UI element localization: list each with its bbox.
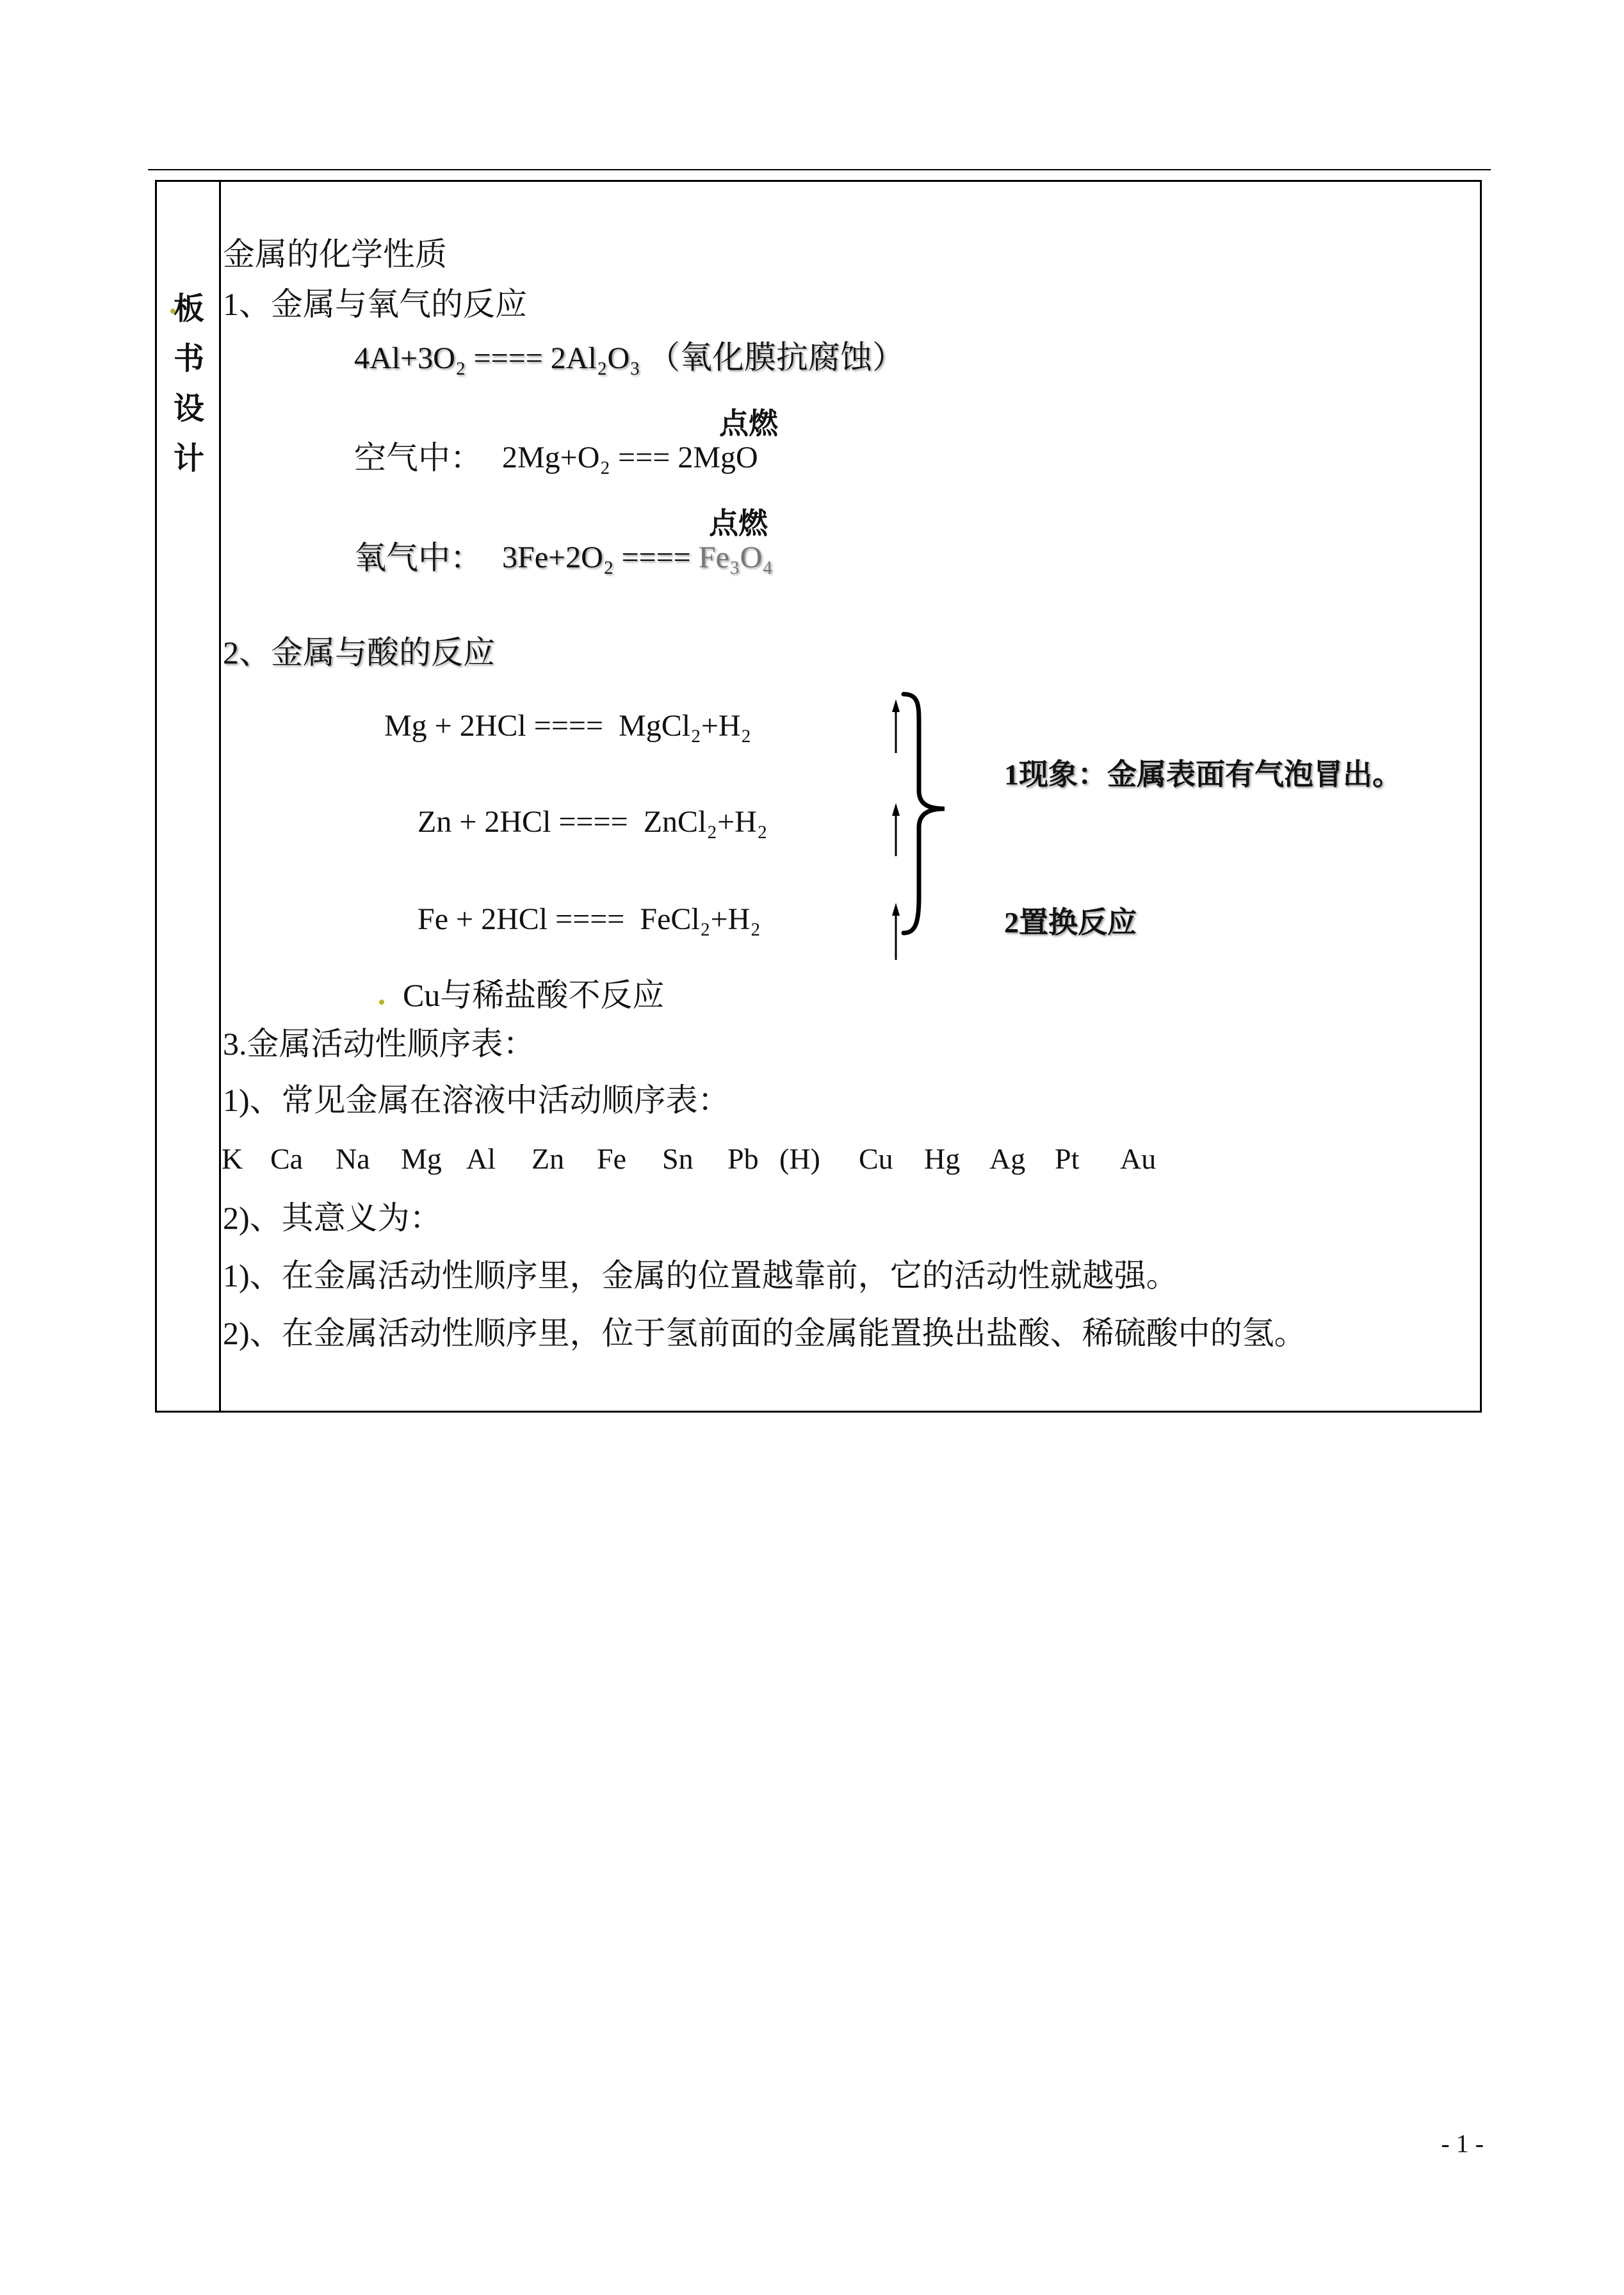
side-label-char: 书 (173, 342, 204, 376)
observation-note: 1现象：金属表面有气泡冒出。 (1004, 758, 1402, 791)
gas-up-arrow-2 (892, 803, 900, 856)
meaning-item: 2)、在金属活动性顺序里，位于氢前面的金属能置换出盐酸、稀硫酸中的氢。 (223, 1315, 1306, 1351)
section1-heading: 1、金属与氧气的反应 (223, 286, 527, 322)
gas-up-arrow-1 (892, 699, 900, 753)
side-label (170, 284, 208, 484)
equation-fe-oxygen (502, 540, 773, 576)
column-divider (219, 180, 221, 1413)
metal-item: Al (466, 1142, 496, 1175)
metal-item: Pt (1055, 1142, 1080, 1175)
marker-dot (379, 1000, 384, 1005)
gas-up-arrow-3 (892, 903, 900, 960)
page-number: - 1 - (1441, 2129, 1484, 2158)
equation-prefix: 空气中： (354, 440, 482, 476)
equation-mg-acid: Mg + 2HCl ==== MgCl₂+H₂ (384, 709, 752, 743)
equation-note: （氧化膜抗腐蚀） (647, 339, 904, 375)
metal-item: Zn (532, 1142, 565, 1175)
metal-item: Ca (270, 1142, 304, 1175)
curly-brace (904, 694, 945, 933)
equation-prefix: 氧气中： (354, 540, 482, 576)
metal-item: (H) (779, 1142, 820, 1175)
metal-item: Pb (727, 1142, 759, 1175)
metal-item: Au (1120, 1142, 1157, 1175)
activity-series-heading: 1)、常见金属在溶液中活动顺序表： (223, 1082, 730, 1118)
meaning-heading: 2)、其意义为： (223, 1200, 442, 1236)
equation-zn-acid: Zn + 2HCl ==== ZnCl₂+H₂ (418, 805, 768, 839)
header-rule (148, 169, 1491, 170)
metal-item: Na (336, 1142, 370, 1175)
equation-text: 4Al+3O₂ ==== 2Al₂O₃ (354, 341, 640, 375)
activity-series-list (222, 1141, 1185, 1177)
metal-item: K (222, 1142, 243, 1175)
equation-al-oxygen (354, 339, 904, 377)
metal-item: Ag (989, 1142, 1026, 1175)
metal-item: Mg (401, 1142, 442, 1175)
metal-item: Fe (597, 1142, 626, 1175)
metal-item: Hg (924, 1142, 961, 1175)
page-title: 金属的化学性质 (223, 236, 447, 272)
reaction-condition: 点燃 (709, 507, 768, 540)
side-label-char: 设 (173, 392, 204, 426)
section2-heading: 2、金属与酸的反应 (223, 635, 495, 670)
gas-arrows-and-brace (884, 685, 961, 973)
metal-item: Cu (859, 1142, 893, 1175)
section3-heading: 3.金属活动性顺序表： (223, 1026, 535, 1062)
reaction-type-note: 2置换反应 (1004, 906, 1137, 939)
reaction-condition: 点燃 (719, 407, 778, 440)
equation-mg-oxygen: 2Mg+O₂ === 2MgO (502, 441, 758, 474)
copper-note: Cu与稀盐酸不反应 (403, 977, 665, 1013)
meaning-item: 1)、在金属活动性顺序里，金属的位置越靠前，它的活动性就越强。 (223, 1258, 1178, 1293)
metal-item: Sn (662, 1142, 694, 1175)
equation-text: 3Fe+2O₂ ==== (502, 540, 699, 574)
equation-fe-acid: Fe + 2HCl ==== FeCl₂+H₂ (418, 902, 761, 936)
side-label-char: 板 (173, 292, 204, 326)
equation-product: Fe₃O₄ (698, 540, 773, 574)
side-label-char: 计 (173, 442, 204, 476)
